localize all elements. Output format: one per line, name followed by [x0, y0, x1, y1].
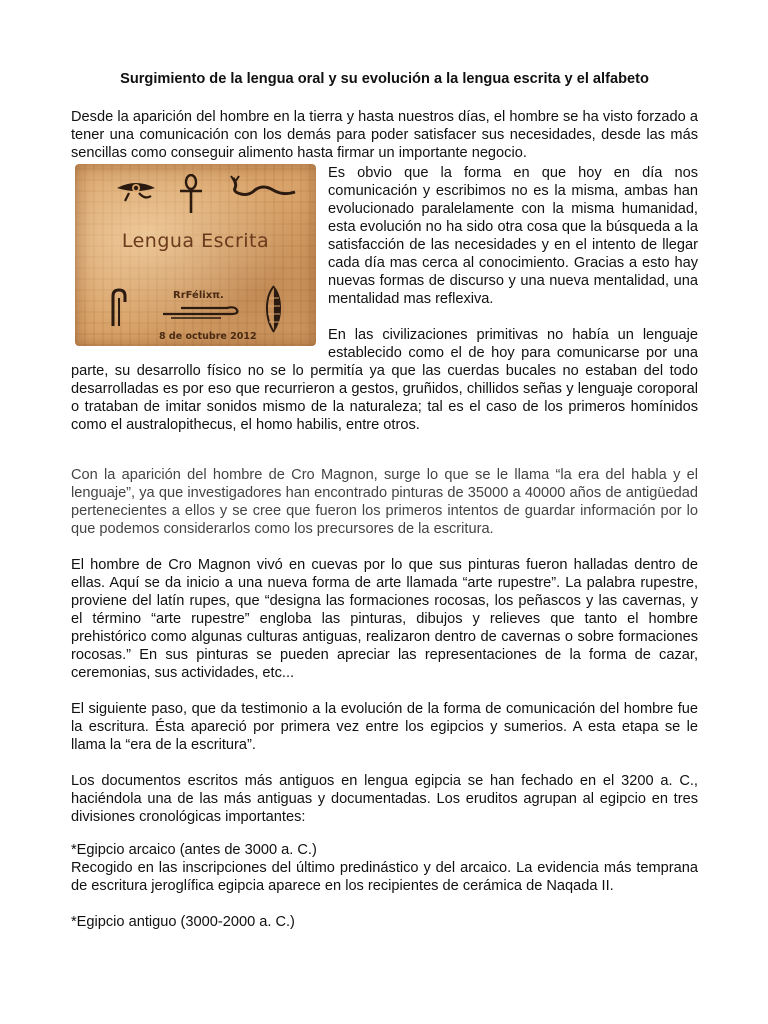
figure-date: 8 de octubre 2012	[159, 331, 257, 342]
document-title: Surgimiento de la lengua oral y su evolución a la lengua escrita y el alfabeto	[120, 71, 649, 87]
eye-glyph-icon	[115, 180, 157, 202]
staff-glyph-icon	[107, 288, 129, 328]
list-item-text: Recogido en las inscripciones del último predinástico y del arcaico. La evidencia más temprana de escritura jeroglífica egipcia aparece en los recipientes de cerámica de Naqada II.	[71, 860, 698, 894]
cromagnon-paragraph: Con la aparición del hombre de Cro Magnon, surge lo que se le llama “la era del habla y el lenguaje”, ya que investigadores han encontrado pinturas de 35000 a 40000 años de antigüedad pertenecientes a ellos y se cree que fueron los primeros intentos de guardar información por lo que podemos considerarlos como los precursores de la escritura.	[71, 467, 698, 537]
figure-author: RrFélixπ.	[173, 290, 224, 301]
papyrus-figure	[75, 164, 316, 346]
intro-paragraph: Desde la aparición del hombre en la tierra y hasta nuestros días, el hombre se ha visto forzado a tener una comunicación con los demás para poder satisfacer sus necesidades, desde las más sencillas como conseguir alimento hasta firmar un importante negocio.	[71, 109, 698, 161]
ankh-glyph-icon	[179, 174, 203, 214]
primitive-paragraph: En las civilizaciones primitivas no había un lenguaje establecido como el de hoy para comunicarse por una parte, su desarrollo físico no se lo permitía ya que las cuerdas bucales no estaban del todo desarrolladas es por eso que recurrieron a gestos, gruñidos, chillidos señas y lenguaje coroporal o trataban de imitar sonidos mismo de la naturaleza; tal es el caso de los primeros homínidos como el australopithecus, el homo habilis, entre otros.	[71, 327, 698, 433]
figure-title: Lengua Escrita	[121, 230, 270, 252]
caves-paragraph: El hombre de Cro Magnon vivó en cuevas por lo que sus pinturas fueron halladas dentro de ellas. Aquí se da inicio a una nueva forma de arte llamada “arte rupestre”. La palabra rupestre, proviene del latín rupes, que “designa las formaciones rocosas, los peñascos y las cavernas, y el término “arte rupestre” engloba las pinturas, dibujos y relieves que tanto el hombre prehistórico como algunas culturas antiguas, realizaron dentro de cavernas o sobre formaciones rocosas.” En sus pinturas se pueden apreciar las representaciones de la forma de cazar, ceremonias, sus actividades, etc...	[71, 557, 698, 681]
feather-glyph-icon	[263, 282, 285, 334]
list-item-heading: *Egipcio antiguo (3000-2000 a. C.)	[71, 914, 295, 930]
egypt-paragraph: Los documentos escritos más antiguos en lengua egipcia se han fechado en el 3200 a. C., haciéndola una de las más antiguas y documentadas. Los eruditos agrupan al egipcio en tres divisiones cronológicas importantes:	[71, 773, 698, 825]
list-item-heading: *Egipcio arcaico (antes de 3000 a. C.)	[71, 842, 317, 858]
writing-paragraph: El siguiente paso, que da testimonio a la evolución de la forma de comunicación del hombre fue la escritura. Ésta apareció por primera vez entre los egipcios y sumerios. A esta etapa se le llama la “era de la escritura”.	[71, 701, 698, 753]
figure-text-row	[71, 164, 698, 434]
reed-glyph-icon	[161, 304, 241, 320]
float-paragraph: Es obvio que la forma en que hoy en día nos comunicación y escribimos no es la misma, ambas han evolucionado paralelamente con la misma humanidad, esta evolución no ha sido otra cosa que la búsqueda a la satisfacción de las necesidades y en el intento de llegar cada día mas cerca al conocimiento. Gracias a esto hay nuevas formas de discurso y una nueva mentalidad, una mentalidad mas reflexiva.	[328, 165, 698, 307]
snake-glyph-icon	[227, 174, 297, 204]
